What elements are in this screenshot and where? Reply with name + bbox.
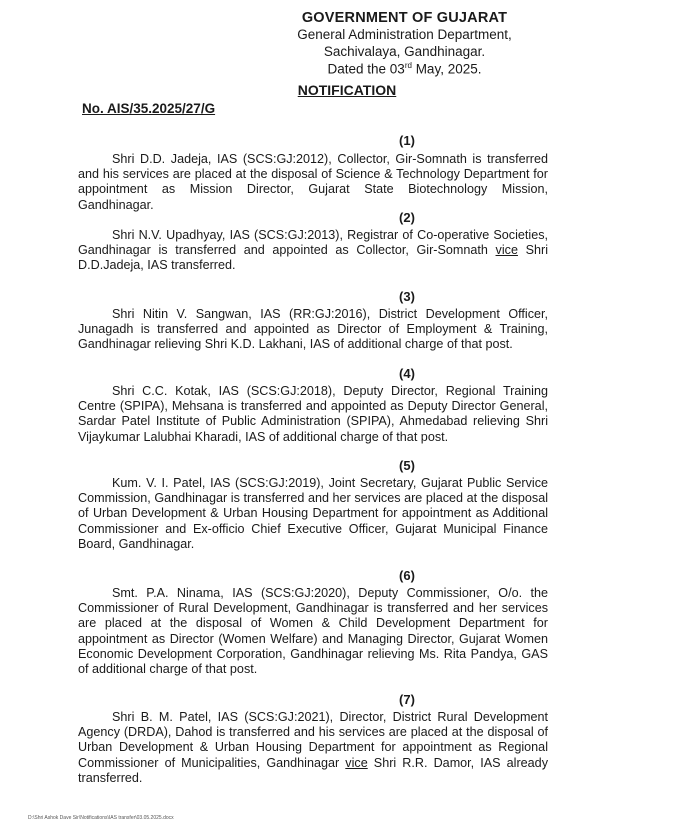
date-line [0,61,694,77]
address-line: Sachivalaya, Gandhinagar. [323,44,486,59]
item-number-4: (4) [399,366,415,381]
reference-number: No. AIS/35.2025/27/G [82,101,216,116]
item-text-6: Smt. P.A. Ninama, IAS (SCS:GJ:2020), Deputy Commissioner, O/o. the Commissioner of Rural Development, Gandhinagar is transferred and her services are placed at the disposal of Women & Child Development Department for appointment as Director (Women Welfare) and Managing Director, Gujarat Women Economic Development Corporation, Gandhinagar relieving Ms. Rita Pandya, GAS of additional charge of that post. [78,586,548,677]
vice-word-7: vice [345,755,368,770]
item-number-2: (2) [399,210,415,225]
item-number-1: (1) [399,133,415,148]
item-paragraph-2 [78,228,548,274]
item-paragraph-7 [78,710,548,786]
department-line: General Administration Department, [297,27,512,42]
item-text-2b: Shri D.D.Jadeja, IAS transferred. [78,243,548,273]
vice-word-2: vice [495,243,518,258]
item-paragraph-5 [78,476,548,552]
item-paragraph-1 [78,152,548,213]
item-paragraph-3 [78,307,548,353]
item-text-1: Shri D.D. Jadeja, IAS (SCS:GJ:2012), Collector, Gir-Somnath is transferred and his services are placed at the disposal of Science & Technology Department for appointment as Mission Director, Gujarat State Biotechnology Mission, Gandhinagar. [78,152,548,212]
item-text-4: Shri C.C. Kotak, IAS (SCS:GJ:2018), Deputy Director, Regional Training Centre (SPIPA), Mehsana is transferred and appointed as Deputy Director General, Sardar Patel Institute of Public Administration (SPIPA), Ahmedabad relieving Shri Vijaykumar Lalubhai Kharadi, IAS of additional charge of that post. [78,384,548,444]
date-suffix-sup: rd [404,61,412,70]
item-number-7: (7) [399,692,415,707]
date-suffix: May, 2025. [411,61,482,77]
item-paragraph-6 [78,586,548,677]
item-number-3: (3) [399,289,415,304]
item-text-7a: Shri B. M. Patel, IAS (SCS:GJ:2021), Director, District Rural Development Agency (DRDA), Dahod is transferred and his services are placed at the disposal of Urban Development & Urban Housing Department for appointment as Regional Commissioner of Municipalities, Gandhinagar [78,710,548,770]
item-text-7b: Shri R.R. Damor, IAS already transferred. [78,755,548,785]
item-number-6: (6) [399,568,415,583]
file-path-footer: D:\Shri Ashok Dave Sir\Notifications\IAS transfer\03.05.2025.docx [28,815,174,821]
date-prefix: Dated the 03 [327,61,405,77]
govt-heading: GOVERNMENT OF GUJARAT [301,10,508,26]
item-number-5: (5) [399,458,415,473]
item-paragraph-4 [78,384,548,445]
item-text-3: Shri Nitin V. Sangwan, IAS (RR:GJ:2016), District Development Officer, Junagadh is transferred and appointed as Director of Employment & Training, Gandhinagar relieving Shri K.D. Lakhani, IAS of additional charge of that post. [78,307,548,352]
item-text-2a: Shri N.V. Upadhyay, IAS (SCS:GJ:2013), Registrar of Co-operative Societies, Gandhinagar is transferred and appointed as Collector, Gir-Somnath [78,228,548,258]
notification-title: NOTIFICATION [297,82,397,98]
item-text-5: Kum. V. I. Patel, IAS (SCS:GJ:2019), Joint Secretary, Gujarat Public Service Commission, Gandhinagar is transferred and her services are placed at the disposal of Urban Development & Urban Housing Department for appointment as Additional Commissioner and Ex-officio Chief Executive Officer, Gujarat Municipal Finance Board, Gandhinagar. [78,476,548,551]
